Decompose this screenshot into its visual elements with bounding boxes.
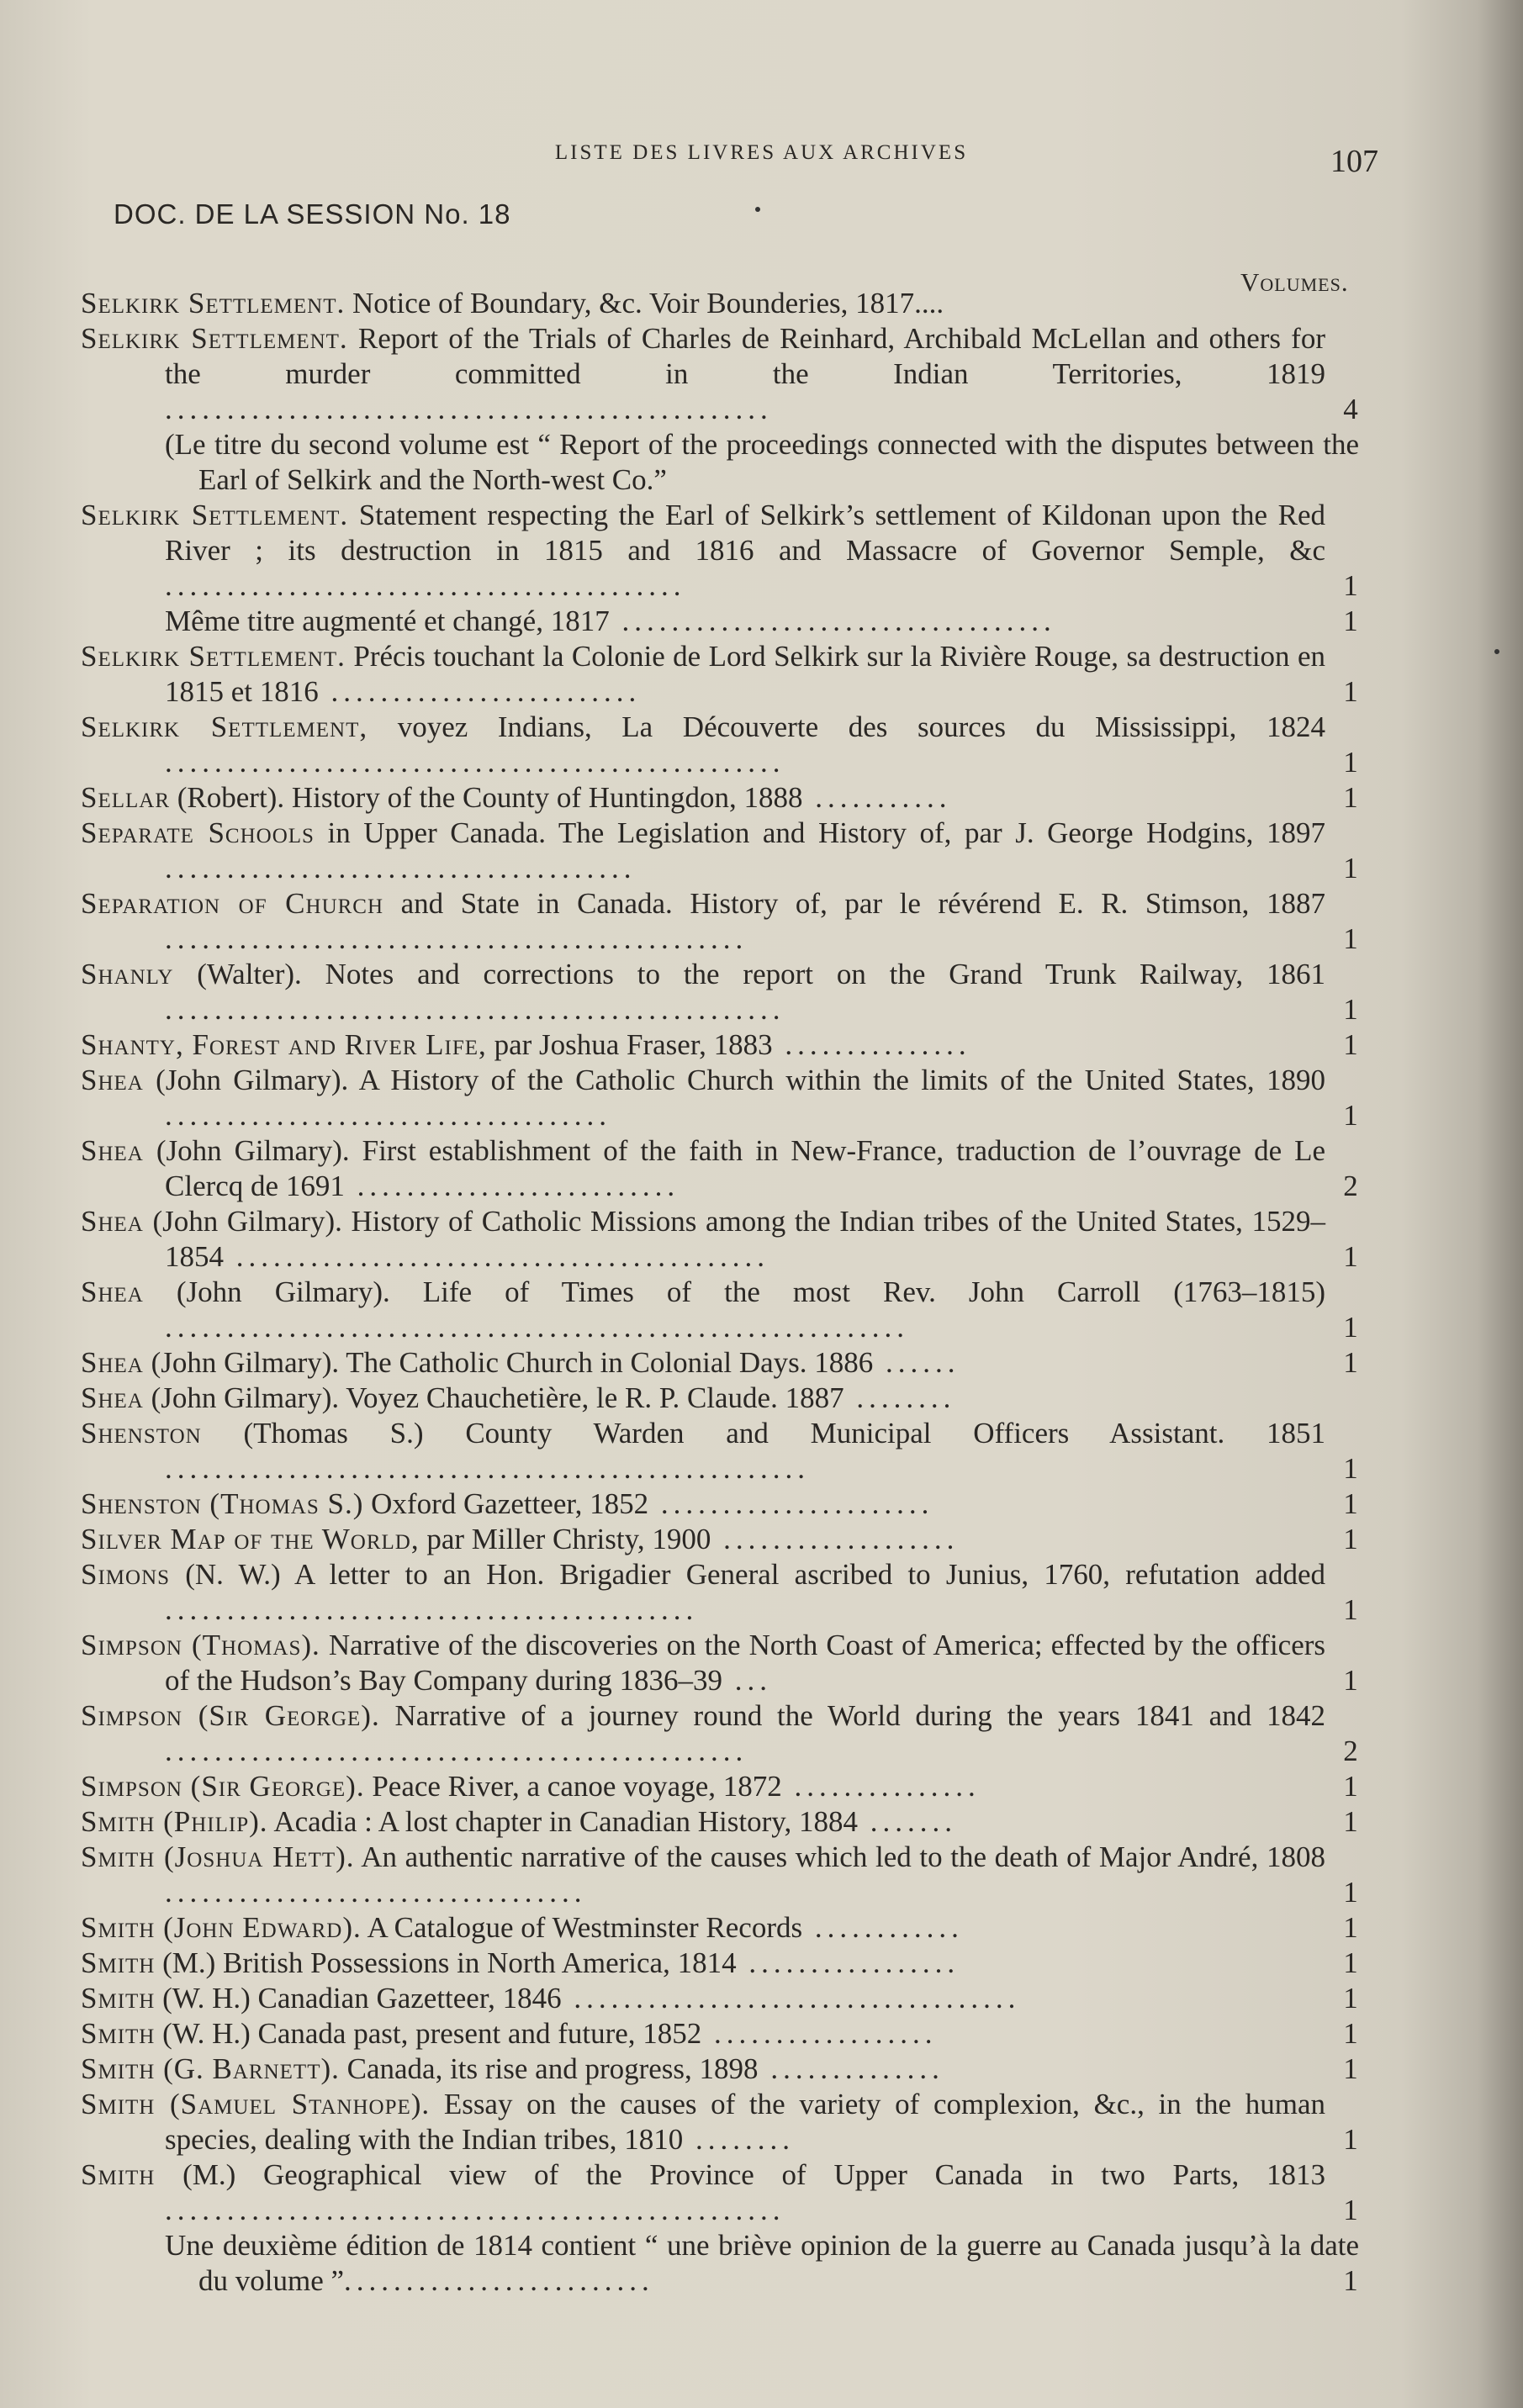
list-item (81, 2157, 1376, 2228)
entry-heading: Simpson (Sir George). (81, 1770, 365, 1803)
dot-leader: ............................................... (165, 1735, 748, 1767)
entry-heading: Shea (81, 1381, 144, 1414)
list-item (81, 1840, 1376, 1910)
volume-count: 1 (1343, 922, 1358, 955)
list-item (81, 1345, 1376, 1381)
list-item (81, 1027, 1376, 1063)
list-item (81, 1133, 1376, 1204)
print-speck (1494, 649, 1499, 654)
entry-heading: Selkirk Settlement. (81, 499, 349, 531)
list-item (81, 816, 1376, 886)
entry-description: (W. H.) Canadian Gazetteer, 1846 (155, 1982, 562, 2015)
entry-description: (John Gilmary). First establishment of the faith in New-France, traduction de l’ouvrage de Le Clercq de 1691 (143, 1134, 1325, 1202)
dot-leader: ............... (772, 1028, 971, 1061)
volume-count: 2 (1343, 1170, 1358, 1202)
list-item (81, 710, 1376, 780)
entry-heading: Shea (81, 1134, 144, 1167)
list-item (81, 639, 1376, 710)
list-item (81, 498, 1376, 604)
volume-count: 1 (1343, 1099, 1358, 1132)
dot-leader: ............................................... (165, 922, 748, 955)
entry-heading: Smith (81, 2158, 156, 2191)
list-item (81, 321, 1376, 427)
entry-heading: Shenston (Thomas S.) (81, 1487, 364, 1520)
page-number: 107 (1330, 144, 1378, 179)
list-item (81, 1946, 1376, 1981)
entry-description: (Thomas S.) County Warden and Municipal Officers Assistant. 1851 (201, 1417, 1325, 1450)
volume-count: 1 (1343, 993, 1358, 1026)
volume-count: 2 (1343, 1735, 1358, 1767)
volume-count: 1 (1343, 1028, 1358, 1061)
entry-heading: Smith (Samuel Stanhope). (81, 2088, 431, 2120)
dot-leader: .......................... (344, 1170, 680, 1202)
volumes-column-header: Volumes. (1240, 267, 1349, 297)
print-speck (755, 207, 760, 212)
volume-count: 1 (1343, 1593, 1358, 1626)
volume-count: 1 (1343, 2017, 1358, 2050)
entry-description: Oxford Gazetteer, 1852 (363, 1487, 649, 1520)
dot-leader: ............... (781, 1770, 981, 1803)
volume-count: 1 (1343, 1876, 1358, 1909)
dot-leader: .................................................. (165, 2194, 785, 2226)
entry-description: (John Gilmary). The Catholic Church in Colonial Days. 1886 (143, 1346, 874, 1379)
dot-leader: ........................................... (224, 1240, 769, 1273)
entry-description: voyez Indians, La Découverte des sources du Mississippi, 1824 (368, 710, 1325, 743)
volume-count: 1 (1343, 1770, 1358, 1803)
list-item (81, 286, 1376, 321)
entry-description: Narrative of the discoveries on the North Coast of America; effected by the officers of the Hudson’s Bay Company during 1836–39 (165, 1629, 1326, 1697)
list-item (81, 1275, 1376, 1345)
entry-description: par Joshua Fraser, 1883 (486, 1028, 773, 1061)
dot-leader: ........................................... (165, 1593, 699, 1626)
dot-leader: .................. (701, 2017, 938, 2050)
dot-leader: ................... (711, 1523, 960, 1555)
volume-count: 1 (1343, 1311, 1358, 1344)
list-item (81, 1204, 1376, 1275)
list-item (81, 1487, 1376, 1522)
entry-heading: Smith (Joshua Hett). (81, 1840, 355, 1873)
entry-description: An authentic narrative of the causes which led to the death of Major André, 1808 (354, 1840, 1325, 1873)
list-item (81, 780, 1376, 816)
volume-count: 1 (1343, 1982, 1358, 2015)
entry-heading: Silver Map of the World, (81, 1523, 420, 1555)
entry-heading: Shanly (81, 958, 174, 990)
entry-description: Peace River, a canoe voyage, 1872 (364, 1770, 782, 1803)
entry-description: Statement respecting the Earl of Selkirk’s settlement of Kildonan upon the Red River ; its destruction in 1815 and 1816 and Massacre of Governor Semple, &c (165, 499, 1325, 567)
dot-leader: ......................... (318, 675, 642, 708)
volume-count: 1 (1343, 1523, 1358, 1555)
dot-leader: ............ (802, 1911, 964, 1944)
entry-heading: Smith (81, 1946, 156, 1979)
entry-heading: Shanty, Forest and River Life, (81, 1028, 487, 1061)
entry-description: in Upper Canada. The Legislation and History of, par J. George Hodgins, 1897 (314, 816, 1325, 849)
list-item (81, 1557, 1376, 1628)
entry-description: (W. H.) Canada past, present and future, 1852 (155, 2017, 702, 2050)
list-item (81, 2052, 1376, 2087)
entry-heading: Simpson (Sir George). (81, 1699, 380, 1732)
list-item (81, 1910, 1376, 1946)
session-label: DOC. DE LA SESSION No. 18 (114, 198, 511, 230)
dot-leader: ................. (736, 1946, 960, 1979)
entry-description: Notice of Boundary, &c. Voir Bounderies, 1817.... (345, 287, 944, 319)
entry-heading: Simpson (Thomas). (81, 1629, 320, 1661)
volume-count: 1 (1343, 1664, 1358, 1697)
entry-description: par Miller Christy, 1900 (419, 1523, 711, 1555)
entry-description: (M.) British Possessions in North America, 1814 (155, 1946, 737, 1979)
dot-leader: ................................................. (165, 393, 773, 425)
entry-description: (Walter). Notes and corrections to the report on the Grand Trunk Railway, 1861 (173, 958, 1325, 990)
dot-leader: .................................................. (165, 746, 785, 779)
list-item (81, 1381, 1376, 1416)
entry-heading: Smith (G. Barnett). (81, 2052, 340, 2085)
entry-description: Même titre augmenté et changé, 1817 (165, 605, 610, 637)
volume-count: 1 (1343, 1805, 1358, 1838)
entry-heading: Selkirk Settlement. (81, 640, 346, 673)
dot-leader: .................................... (165, 1099, 611, 1132)
list-item (81, 2087, 1376, 2157)
entry-heading: Smith (81, 2017, 156, 2050)
entry-heading: Selkirk Settlement. (81, 287, 346, 319)
dot-leader: .......................................... (165, 569, 686, 602)
book-list (81, 286, 1376, 2299)
list-item (81, 1628, 1376, 1698)
entry-description: Essay on the causes of the variety of complexion, &c., in the human species, dealing with the Indian tribes, 1810 (165, 2088, 1325, 2156)
entry-heading: Selkirk Settlement. (81, 322, 348, 355)
dot-leader: .................................. (165, 1876, 587, 1909)
entry-description: Report of the Trials of Charles de Reinhard, Archibald McLellan and others for the murder committed in the Indian Territories, 1819 (165, 322, 1325, 390)
dot-leader: ... (722, 1664, 773, 1697)
volume-count: 1 (1343, 605, 1358, 637)
volume-count: 1 (1343, 2052, 1358, 2085)
list-item-note (81, 2228, 1376, 2299)
dot-leader: ........ (843, 1381, 956, 1414)
list-item (81, 1416, 1376, 1487)
entry-description: (N. W.) A letter to an Hon. Brigadier General ascribed to Junius, 1760, refutation added (170, 1558, 1325, 1591)
list-item-note (81, 604, 1376, 639)
list-item-note (81, 427, 1376, 498)
entry-heading: Shea (81, 1346, 144, 1379)
entry-heading: Sellar (81, 781, 171, 814)
entry-description: (John Gilmary). Voyez Chauchetière, le R. P. Claude. 1887 (143, 1381, 844, 1414)
entry-heading: Shea (81, 1275, 144, 1308)
list-item (81, 1063, 1376, 1133)
entry-heading: Smith (81, 1982, 156, 2015)
volume-count: 1 (1343, 675, 1358, 708)
entry-description: (M.) Geographical view of the Province of Upper Canada in two Parts, 1813 (155, 2158, 1325, 2191)
entry-description: (Le titre du second volume est “ Report of the proceedings connected with the disputes between the Earl of Selkirk and the North-west Co.” (165, 428, 1359, 496)
dot-leader: .............. (758, 2052, 944, 2085)
entry-description: Acadia : A lost chapter in Canadian History, 1884 (267, 1805, 858, 1838)
entry-description: Précis touchant la Colonie de Lord Selkirk sur la Rivière Rouge, sa destruction en 1815 et 1816 (165, 640, 1326, 708)
list-item (81, 1981, 1376, 2016)
volume-count: 1 (1343, 2123, 1358, 2156)
entry-description: and State in Canada. History of, par le révérend E. R. Stimson, 1887 (383, 887, 1325, 920)
volume-count: 1 (1343, 1240, 1358, 1273)
volume-count: 1 (1343, 2264, 1358, 2297)
volume-count: 1 (1343, 1911, 1358, 1944)
entry-description: Canada, its rise and progress, 1898 (339, 2052, 759, 2085)
list-item (81, 1769, 1376, 1804)
list-item (81, 886, 1376, 957)
entry-heading: Smith (John Edward). (81, 1911, 362, 1944)
entry-description: Narrative of a journey round the World during the years 1841 and 1842 (379, 1699, 1326, 1732)
list-item (81, 1804, 1376, 1840)
list-item (81, 1522, 1376, 1557)
entry-description: A Catalogue of Westminster Records (361, 1911, 803, 1944)
dot-leader: ...................................... (165, 852, 637, 885)
dot-leader: .................................... (561, 1982, 1021, 2015)
volume-count: 1 (1343, 781, 1358, 814)
list-item (81, 1698, 1376, 1769)
entry-heading: Simons (81, 1558, 171, 1591)
volume-count: 1 (1343, 1946, 1358, 1979)
dot-leader: ........ (683, 2123, 795, 2156)
entry-heading: Shenston (81, 1417, 202, 1450)
entry-heading: Separate Schools (81, 816, 315, 849)
dot-leader: ......................... (344, 2264, 654, 2297)
volume-count: 1 (1343, 746, 1358, 779)
entry-heading: Separation of Church (81, 887, 384, 920)
entry-heading: Selkirk Settlement, (81, 710, 368, 743)
list-item (81, 957, 1376, 1027)
dot-leader: .................................................... (165, 1452, 810, 1485)
list-item (81, 2016, 1376, 2052)
dot-leader: ....... (858, 1805, 957, 1838)
entry-heading: Shea (81, 1205, 144, 1238)
entry-description: (John Gilmary). A History of the Catholic Church within the limits of the United States, 1890 (143, 1064, 1325, 1096)
volume-count: 1 (1343, 1346, 1358, 1379)
entry-description: (John Gilmary). History of Catholic Missions among the Indian tribes of the United States, 1529–1854 (143, 1205, 1325, 1273)
dot-leader: ...................... (648, 1487, 934, 1520)
dot-leader: .................................................. (165, 993, 785, 1026)
dot-leader: ...... (873, 1346, 960, 1379)
volume-count: 1 (1343, 569, 1358, 602)
volume-count: 1 (1343, 852, 1358, 885)
entry-heading: Smith (Philip). (81, 1805, 268, 1838)
volume-count: 1 (1343, 1452, 1358, 1485)
running-head: LISTE DES LIVRES AUX ARCHIVES (554, 141, 969, 164)
volume-count: 1 (1343, 1487, 1358, 1520)
entry-heading: Shea (81, 1064, 144, 1096)
volume-count: 1 (1343, 2194, 1358, 2226)
entry-description: (John Gilmary). Life of Times of the most Rev. John Carroll (1763–1815) (143, 1275, 1325, 1308)
entry-description: (Robert). History of the County of Huntingdon, 1888 (170, 781, 803, 814)
entry-description: Une deuxième édition de 1814 contient “ une briève opinion de la guerre au Canada jusqu’à la date du volume ” (165, 2229, 1359, 2297)
dot-leader: ................................... (609, 605, 1056, 637)
dot-leader: ........... (802, 781, 952, 814)
volume-count: 4 (1343, 393, 1358, 425)
dot-leader: ............................................................ (165, 1311, 909, 1344)
